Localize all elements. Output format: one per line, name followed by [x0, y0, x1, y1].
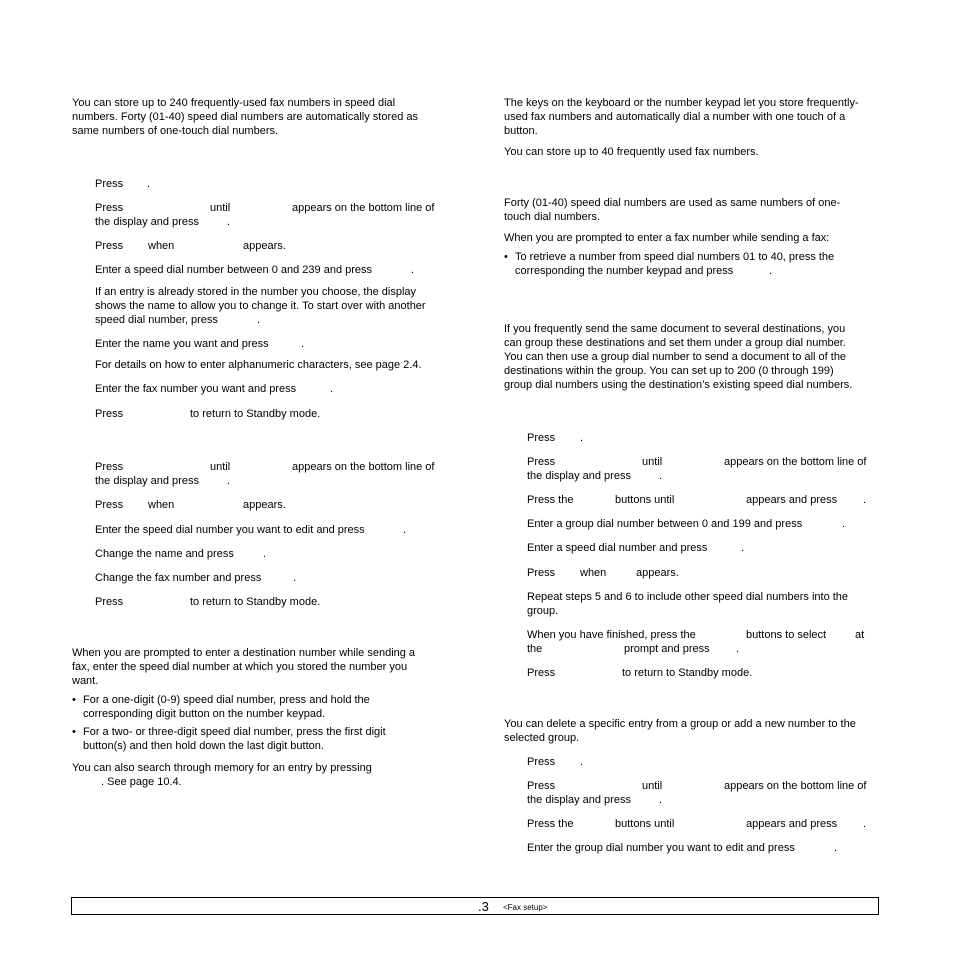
step-text: appears. — [243, 499, 286, 511]
step-text: at — [855, 629, 865, 641]
step-text: Enter a speed dial number between 0 and 239 and press — [95, 264, 373, 276]
period: . — [842, 518, 846, 530]
intro-line: same numbers of one-touch dial numbers. — [72, 125, 279, 137]
step-text: Press the — [527, 818, 574, 830]
intro-line: numbers. Forty (01-40) speed dial numbers are automatically stored as — [72, 111, 419, 123]
step-text: Change the fax number and press — [95, 572, 262, 584]
body-line: used fax numbers and automatically dial a number with one touch of a — [504, 111, 846, 123]
note-line: If an entry is already stored in the number you choose, the display — [95, 286, 417, 298]
bullet-line: corresponding the number keypad and press — [515, 265, 734, 277]
step-text: Repeat steps 5 and 6 to include other speed dial numbers into the — [527, 591, 849, 603]
step-text: Press — [95, 408, 124, 420]
body-line: You can delete a specific entry from a group or add a new number to the — [504, 718, 856, 730]
footer-section-label: <Fax setup> — [503, 903, 548, 912]
bullet-dot: • — [504, 251, 508, 263]
step-text: appears and press — [746, 494, 838, 506]
period: . — [227, 475, 231, 487]
period: . — [863, 818, 867, 830]
body-line: fax, enter the speed dial number at which you stored the number you — [72, 661, 408, 673]
period: . — [736, 643, 740, 655]
step-text: Enter a group dial number between 0 and 199 and press — [527, 518, 803, 530]
footer-bar — [71, 897, 879, 915]
intro-line: You can store up to 240 frequently-used fax numbers in speed dial — [72, 97, 396, 109]
period: . — [293, 572, 297, 584]
step-text: until — [642, 456, 663, 468]
step-text: Press — [527, 756, 556, 768]
step-text: to return to Standby mode. — [190, 596, 321, 608]
note-line: shows the name to allow you to change it. To start over with another — [95, 300, 426, 312]
step-text: appears on the bottom line of — [292, 202, 435, 214]
body-line: button. — [504, 125, 538, 137]
step-text: group. — [527, 605, 559, 617]
step-text: Press the — [527, 494, 574, 506]
period: . — [403, 524, 407, 536]
step-text: appears on the bottom line of — [292, 461, 435, 473]
step-text: When you have finished, press the — [527, 629, 696, 641]
period: . — [330, 383, 334, 395]
step-text: Press — [527, 667, 556, 679]
period: . — [263, 548, 267, 560]
body-line: can group these destinations and set them under a group dial number. — [504, 337, 846, 349]
period: . — [659, 794, 663, 806]
step-text: the display and press — [527, 794, 631, 806]
step-text: Enter the name you want and press — [95, 338, 269, 350]
period: . — [834, 842, 838, 854]
step-text: appears and press — [746, 818, 838, 830]
step-text: Enter the fax number you want and press — [95, 383, 297, 395]
step-text: Press — [95, 461, 124, 473]
body-line: If you frequently send the same document to several destinations, you — [504, 323, 846, 335]
step-text: appears. — [243, 240, 286, 252]
body-line: The keys on the keyboard or the number keypad let you store frequently- — [504, 97, 859, 109]
bullet-line: To retrieve a number from speed dial numbers 01 to 40, press the — [515, 251, 835, 263]
period: . — [741, 542, 745, 554]
step-text: to return to Standby mode. — [190, 408, 321, 420]
note-line: For details on how to enter alphanumeric characters, see page 2.4. — [95, 359, 422, 371]
body-line: . See page 10.4. — [101, 776, 182, 788]
period: . — [147, 178, 151, 190]
step-text: appears on the bottom line of — [724, 780, 867, 792]
step-text: buttons to select — [746, 629, 827, 641]
step-text: Change the name and press — [95, 548, 234, 560]
step-text: until — [642, 780, 663, 792]
body-line: You can store up to 40 frequently used fax numbers. — [504, 146, 759, 158]
body-line: You can also search through memory for an entry by pressing — [72, 762, 372, 774]
step-text: Press — [95, 178, 124, 190]
step-text: until — [210, 202, 231, 214]
step-text: prompt and press — [624, 643, 710, 655]
step-text: Press — [95, 596, 124, 608]
step-text: appears. — [636, 567, 679, 579]
step-text: Press — [95, 240, 124, 252]
bullet-dot: • — [72, 726, 76, 738]
step-text: Press — [527, 432, 556, 444]
period: . — [227, 216, 231, 228]
bullet-line: corresponding digit button on the number keypad. — [83, 708, 326, 720]
step-text: until — [210, 461, 231, 473]
step-text: when — [148, 240, 175, 252]
bullet-line: button(s) and then hold down the last digit button. — [83, 740, 324, 752]
step-text: the — [527, 643, 543, 655]
period: . — [769, 265, 773, 277]
step-text: the display and press — [95, 216, 199, 228]
period: . — [863, 494, 867, 506]
body-line: destinations within the group. You can set up to 200 (0 through 199) — [504, 365, 834, 377]
body-line: Forty (01-40) speed dial numbers are used as same numbers of one- — [504, 197, 841, 209]
step-text: when — [148, 499, 175, 511]
step-text: Press — [95, 202, 124, 214]
step-text: Press — [95, 499, 124, 511]
body-line: You can then use a group dial number to send a document to all of the — [504, 351, 847, 363]
body-line: touch dial numbers. — [504, 211, 600, 223]
body-line: When you are prompted to enter a fax number while sending a fax: — [504, 232, 830, 244]
step-text: the display and press — [527, 470, 631, 482]
period: . — [257, 314, 261, 326]
period: . — [580, 432, 584, 444]
step-text: buttons until — [615, 818, 675, 830]
step-text: Press — [527, 567, 556, 579]
period: . — [411, 264, 415, 276]
step-text: the display and press — [95, 475, 199, 487]
period: . — [580, 756, 584, 768]
body-line: selected group. — [504, 732, 580, 744]
body-line: When you are prompted to enter a destination number while sending a — [72, 647, 416, 659]
step-text: when — [580, 567, 607, 579]
step-text: Enter the speed dial number you want to edit and press — [95, 524, 365, 536]
body-line: group dial numbers using the destination’s existing speed dial numbers. — [504, 379, 853, 391]
bullet-line: For a two- or three-digit speed dial number, press the first digit — [83, 726, 386, 738]
step-text: Press — [527, 456, 556, 468]
period: . — [301, 338, 305, 350]
bullet-line: For a one-digit (0-9) speed dial number, press and hold the — [83, 694, 370, 706]
page-number: .3 — [478, 899, 489, 914]
step-text: buttons until — [615, 494, 675, 506]
step-text: Press — [527, 780, 556, 792]
step-text: Enter a speed dial number and press — [527, 542, 708, 554]
bullet-dot: • — [72, 694, 76, 706]
step-text: Enter the group dial number you want to edit and press — [527, 842, 795, 854]
step-text: appears on the bottom line of — [724, 456, 867, 468]
note-line: speed dial number, press — [95, 314, 218, 326]
body-line: want. — [72, 675, 99, 687]
period: . — [659, 470, 663, 482]
step-text: to return to Standby mode. — [622, 667, 753, 679]
